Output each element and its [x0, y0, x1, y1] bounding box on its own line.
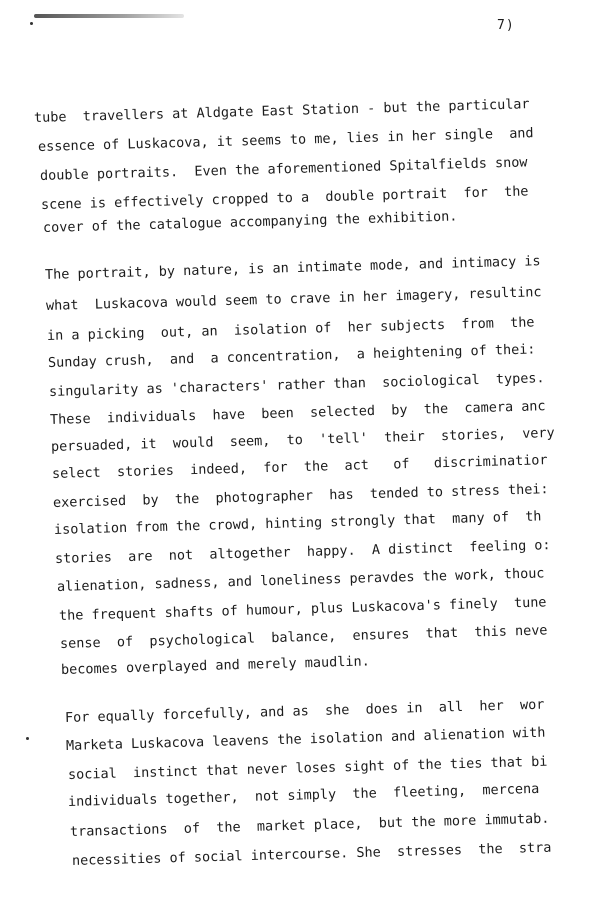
text-line: alienation, sadness, and loneliness peravdes the work, thouc	[56, 565, 545, 595]
text-line: select stories indeed, for the act of discriminatior	[51, 452, 548, 482]
text-line: social instinct that never loses sight of the ties that bi	[67, 753, 548, 783]
text-line: The portrait, by nature, is an intimate mode, and intimacy is	[44, 253, 541, 283]
scan-edge-mark	[34, 14, 184, 18]
text-line: sense of psychological balance, ensures that this neve	[59, 622, 548, 652]
text-line: Sunday crush, and a concentration, a heightening of thei:	[47, 341, 536, 371]
text-line: isolation from the crowd, hinting strongly that many of th	[53, 508, 542, 538]
text-line: These individuals have been selected by the camera anc	[49, 398, 546, 428]
text-line: what Luskacova would seem to crave in her imagery, resultinc	[45, 284, 542, 314]
text-line: becomes overplayed and merely maudlin.	[60, 653, 370, 678]
text-line: tube travellers at Aldgate East Station - but the particular	[33, 96, 530, 126]
text-line: transactions of the market place, but the more immutab.	[69, 810, 550, 840]
text-line: For equally forcefully, and as she does in all her wor	[64, 696, 545, 726]
text-line: persuaded, it would seem, to 'tell' their stories, very	[50, 424, 555, 455]
text-line: in a picking out, an isolation of her subjects from the	[46, 314, 535, 344]
text-line: the frequent shafts of humour, plus Luskacova's finely tune	[58, 594, 547, 624]
text-line: exercised by the photographer has tended to stress thei:	[52, 481, 549, 511]
text-line: essence of Luskacova, it seems to me, lies in her single and	[37, 125, 534, 155]
scan-speck	[30, 22, 33, 25]
text-line: double portraits. Even the aforementioned Spitalfields snow	[39, 154, 528, 184]
text-line: stories are not altogether happy. A distinct feeling o:	[54, 537, 551, 567]
text-line: necessities of social intercourse. She stresses the stra	[71, 839, 552, 869]
text-line: scene is effectively cropped to a double portrait for the	[40, 183, 529, 213]
page-number: 7)	[497, 18, 515, 33]
text-line: cover of the catalogue accompanying the exhibition.	[42, 208, 458, 236]
text-line: Marketa Luskacova leavens the isolation and alienation with	[65, 724, 546, 754]
text-line: individuals together, not simply the fleeting, mercena	[67, 780, 540, 810]
text-line: singularity as 'characters' rather than sociological types.	[48, 370, 545, 400]
scan-speck	[26, 737, 29, 740]
